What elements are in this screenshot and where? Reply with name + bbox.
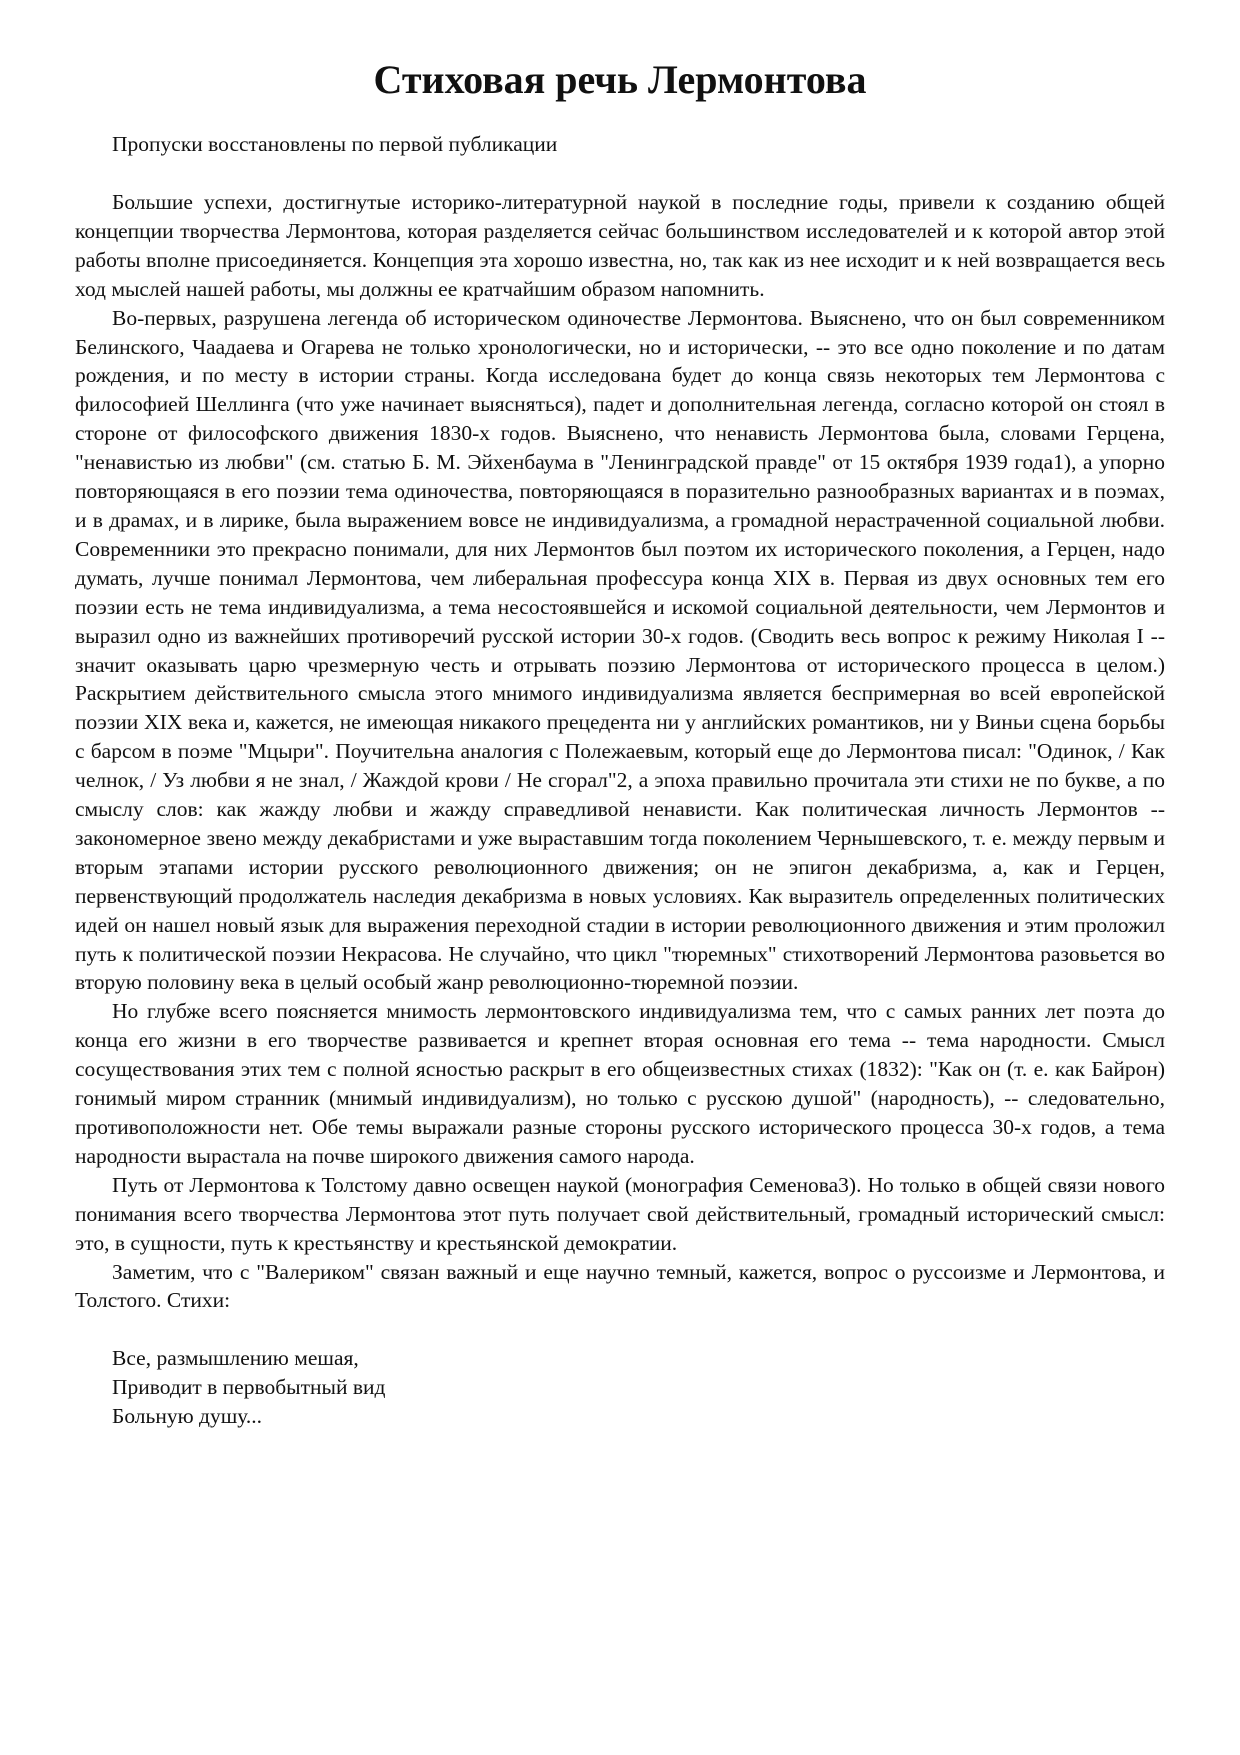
paragraph-valerik: Заметим, что с "Валериком" связан важный и еще научно темный, кажется, вопрос о руссоизме и Лермонтова, и Толстого. Стихи: <box>75 1259 1165 1313</box>
paragraph-nationality: Но глубже всего поясняется мнимость лермонтовского индивидуализма тем, что с самых ранних лет поэта до конца его жизни в его творчестве развивается и крепнет вторая основная его тема -- тема народности. Смысл сосуществования этих тем с полной ясностью раскрыт в его общеизвестных стихах (1832): "Как он (т. е. как Байрон) гонимый миром странник (мнимый индивидуализм), но только с русскою душой" (народность), -- следовательно, противоположности нет. Обе темы выражали разные стороны русского исторического процесса 30-х годов, а тема народности вырастала на почве широкого движения самого народа. <box>75 999 1165 1168</box>
verse-line: Больную душу... <box>112 1404 263 1429</box>
verse-quote <box>75 1344 1165 1431</box>
document-page <box>75 52 1165 1431</box>
verse-line: Приводит в первобытный вид <box>112 1375 386 1400</box>
paragraph-legend: Во-первых, разрушена легенда об историческом одиночестве Лермонтова. Выяснено, что он был современником Белинского, Чаадаева и Огарева не только хронологически, но и исторически, -- это все одно поколение и по датам рождения, и по месту в истории страны. Когда исследована будет до конца связь некоторых тем Лермонтова с философией Шеллинга (что уже начинает выясняться), падет и дополнительная легенда, согласно которой он стоял в стороне от философского движения 1830-х годов. Выяснено, что ненависть Лермонтова была, словами Герцена, "ненавистью из любви" (см. статью Б. М. Эйхенбаума в "Ленинградской правде" от 15 октября 1939 года1), а упорно повторяющаяся в его поэзии тема одиночества, повторяющаяся в поразительно разнообразных вариантах и в поэмах, и в драмах, и в лирике, была выражением вовсе не индивидуализма, а громадной нерастраченной социальной любви. Современники это прекрасно понимали, для них Лермонтов был поэтом их исторического поколения, а Герцен, надо думать, лучше понимал Лермонтова, чем либеральная профессура конца XIX в. Первая из двух основных тем его поэзии есть не тема индивидуализма, а тема несостоявшейся и искомой социальной деятельности, чем Лермонтов и выразил одно из важнейших противоречий русской истории 30-х годов. (Сводить весь вопрос к режиму Николая I -- значит оказывать царю чрезмерную честь и отрывать поэзию Лермонтова от исторического процесса в целом.) Раскрытием действительного смысла этого мнимого индивидуализма является беспримерная во всей европейской поэзии XIX века и, кажется, не имеющая никакого прецедента ни у английских романтиков, ни у Виньи сцена борьбы с барсом в поэме "Мцыри". Поучительна аналогия с Полежаевым, который еще до Лермонтова писал: "Одинок, / Как челнок, / Уз любви я не знал, / Жаждой крови / Не сгорал"2, а эпоха правильно прочитала эти стихи не по букве, а по смыслу слов: как жажду любви и жажду справедливой ненависти. Как политическая личность Лермонтов -- закономерное звено между декабристами и уже выраставшим тогда поколением Чернышевского, т. е. между первым и вторым этапами истории русского революционного движения; он не эпигон декабризма, а, как и Герцен, первенствующий продолжатель наследия декабризма в новых условиях. Как выразитель определенных политических идей он нашел новый язык для выражения переходной стадии в истории революционного движения и этим проложил путь к политической поэзии Некрасова. Не случайно, что цикл "тюремных" стихотворений Лермонтова разовьется во вторую половину века в целый особый жанр революционно-тюремной поэзии. <box>75 305 1165 995</box>
verse-line: Все, размышлению мешая, <box>112 1346 359 1371</box>
paragraph-intro: Большие успехи, достигнутые историко-литературной наукой в последние годы, привели к созданию общей концепции творчества Лермонтова, которая разделяется сейчас большинством исследователей и к которой автор этой работы вполне присоединяется. Концепция эта хорошо известна, но, так как из нее исходит и к ней возвращается весь ход мыслей нашей работы, мы должны ее кратчайшим образом напомнить. <box>75 190 1165 301</box>
paragraph-tolstoy: Путь от Лермонтова к Толстому давно освещен наукой (монография Семенова3). Но только в общей связи нового понимания всего творчества Лермонтова этот путь получает свой действительный, громадный исторический смысл: это, в сущности, путь к крестьянству и крестьянской демократии. <box>75 1172 1165 1255</box>
page-title: Стиховая речь Лермонтова <box>373 57 867 102</box>
publication-note: Пропуски восстановлены по первой публикации <box>112 132 558 156</box>
